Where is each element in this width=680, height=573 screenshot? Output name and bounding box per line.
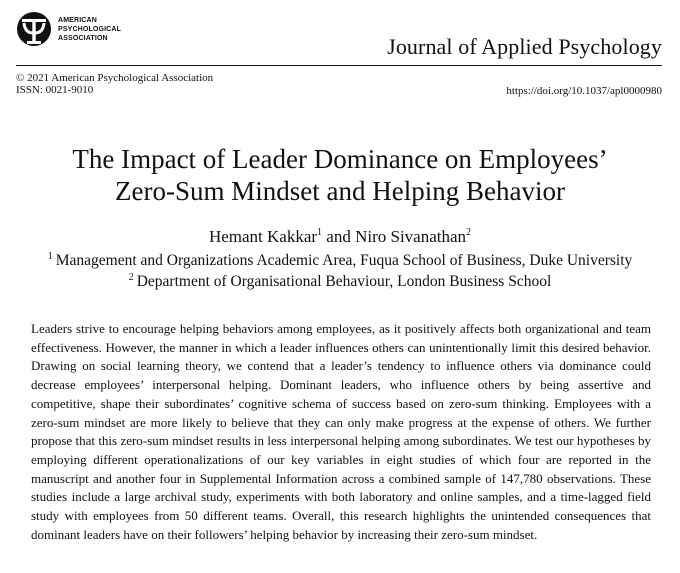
journal-name: Journal of Applied Psychology <box>387 34 662 59</box>
affiliations <box>0 250 680 292</box>
article-title-line-1: The Impact of Leader Dominance on Employees’ <box>72 144 608 174</box>
author-name: Niro Sivanathan <box>355 227 467 246</box>
affiliation-text: Department of Organisational Behaviour, London Business School <box>136 273 552 290</box>
publication-meta <box>16 72 213 96</box>
article-title-line-2: Zero-Sum Mindset and Helping Behavior <box>115 176 565 206</box>
article-title <box>0 143 680 207</box>
affiliation-marker: 1 <box>47 251 53 262</box>
journal-header <box>16 10 662 68</box>
apa-psi-icon <box>16 11 52 47</box>
header-rule <box>16 65 662 66</box>
author-affiliation-marker: 2 <box>466 227 472 238</box>
author-name: Hemant Kakkar <box>208 227 318 246</box>
apa-logo-text: AMERICAN PSYCHOLOGICAL ASSOCIATION <box>58 16 122 42</box>
abstract: Leaders strive to encourage helping behaviors among employees, as it positively affects both organizational and team effectiveness. However, the manner in which a leader influences others can unintentionally limit this desired behavior. Drawing on social learning theory, we contend that a leader’s tendency to influence others via dominance could decrease employees’ interpersonal helping. Dominant leaders, who influence others by being assertive and competitive, shape their subordinates’ cognitive schema of success based on zero-sum thinking. Employees with a zero-sum mindset are more likely to believe that they can only make progress at the expense of others. We further propose that this zero-sum mindset results in less interpersonal helping among subordinates. We test our hypotheses by employing different operationalizations of our key variables in eight studies of which four are reported in the manuscript and another four in Supplemental Information across a combined sample of 147,780 observations. These studies include a large archival study, experiments with both laboratory and online samples, and a time-lagged field study with employees from 50 different teams. Overall, this research highlights the unintended consequences that dominant leaders have on their followers’ helping behavior by increasing their zero-sum mindset. <box>31 321 651 542</box>
doi-link[interactable]: https://doi.org/10.1037/apl0000980 <box>506 85 662 97</box>
apa-logo <box>16 11 121 47</box>
author-affiliation-marker: 1 <box>317 227 323 238</box>
issn-line: ISSN: 0021-9010 <box>16 84 94 96</box>
affiliation-text: Management and Organizations Academic Area, Fuqua School of Business, Duke University <box>55 252 633 269</box>
affiliation-marker: 2 <box>128 272 134 283</box>
affiliation-row <box>0 271 680 292</box>
author-list <box>0 227 680 247</box>
affiliation-row <box>0 250 680 271</box>
author-joiner: and <box>322 227 356 246</box>
copyright-line: © 2021 American Psychological Association <box>16 72 214 84</box>
